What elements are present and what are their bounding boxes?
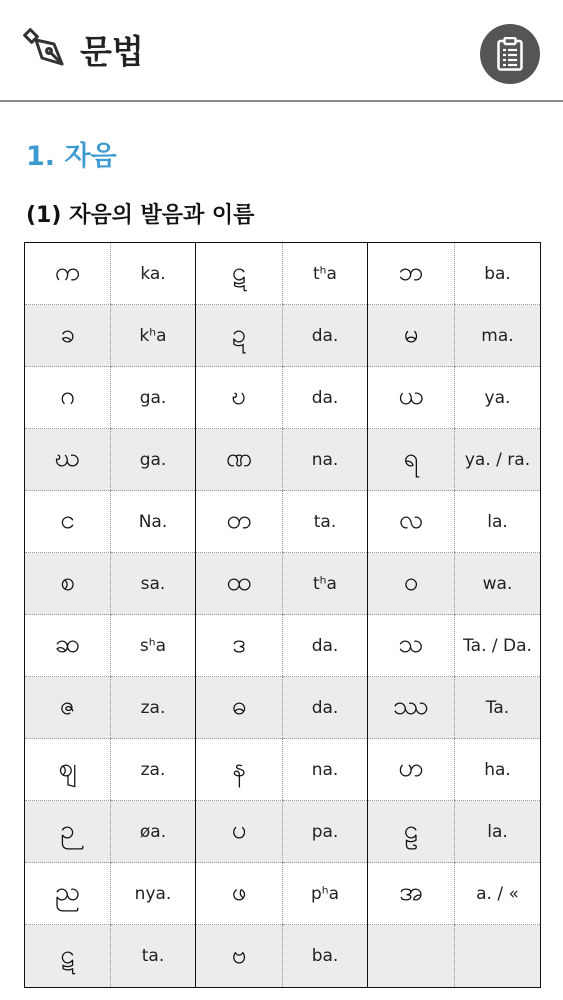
table-row <box>25 615 541 677</box>
consonant-romanization: tʰa <box>283 243 368 305</box>
consonant-glyph: န <box>196 739 283 801</box>
table-row <box>25 243 541 305</box>
consonant-romanization: wa. <box>455 553 541 615</box>
consonant-glyph: ဝ <box>368 553 455 615</box>
consonant-romanization: la. <box>455 801 541 863</box>
pen-icon <box>22 26 70 74</box>
consonant-romanization: ta. <box>111 925 196 988</box>
consonant-romanization: da. <box>283 615 368 677</box>
app-header <box>0 0 563 102</box>
consonant-glyph: ဗ <box>196 925 283 988</box>
consonant-glyph: စ <box>25 553 111 615</box>
table-row <box>25 801 541 863</box>
table-row <box>25 553 541 615</box>
consonant-romanization: ba. <box>283 925 368 988</box>
consonant-glyph: ထ <box>196 553 283 615</box>
consonant-romanization: la. <box>455 491 541 553</box>
consonant-glyph: ဟ <box>368 739 455 801</box>
consonant-glyph: ဖ <box>196 863 283 925</box>
consonant-romanization: ma. <box>455 305 541 367</box>
consonant-romanization: sa. <box>111 553 196 615</box>
consonant-glyph: ဃ <box>25 429 111 491</box>
consonant-glyph: ဿ <box>368 677 455 739</box>
table-row <box>25 367 541 429</box>
clipboard-icon <box>497 37 523 71</box>
consonant-romanization: na. <box>283 739 368 801</box>
consonant-glyph: ပ <box>196 801 283 863</box>
clipboard-menu-button[interactable] <box>480 24 540 84</box>
consonant-glyph: ဉ <box>25 801 111 863</box>
consonant-glyph: ဋ <box>25 925 111 988</box>
consonant-romanization: Ta. <box>455 677 541 739</box>
consonant-glyph: ဎ <box>196 367 283 429</box>
table-row <box>25 739 541 801</box>
consonant-glyph <box>368 925 455 988</box>
consonant-romanization: ba. <box>455 243 541 305</box>
consonant-romanization: a. / « <box>455 863 541 925</box>
section-title: 1. 자음 <box>26 141 117 172</box>
consonant-glyph: ဓ <box>196 677 283 739</box>
consonant-glyph: ယ <box>368 367 455 429</box>
header-divider <box>0 100 563 102</box>
table-row <box>25 305 541 367</box>
consonant-glyph: ဋ <box>196 243 283 305</box>
consonant-glyph: က <box>25 243 111 305</box>
consonant-glyph: င <box>25 491 111 553</box>
table-row <box>25 925 541 988</box>
consonant-romanization: da. <box>283 677 368 739</box>
consonant-romanization: ga. <box>111 429 196 491</box>
consonant-romanization: Ta. / Da. <box>455 615 541 677</box>
consonant-romanization: kʰa <box>111 305 196 367</box>
consonant-glyph: သ <box>368 615 455 677</box>
consonant-glyph: ဂ <box>25 367 111 429</box>
consonant-glyph: ဆ <box>25 615 111 677</box>
page-title: 문법 <box>80 32 144 71</box>
table-row <box>25 429 541 491</box>
consonant-romanization: da. <box>283 305 368 367</box>
consonant-romanization: za. <box>111 739 196 801</box>
consonant-glyph: ဈ <box>25 739 111 801</box>
table-row <box>25 863 541 925</box>
consonant-romanization: ya. / ra. <box>455 429 541 491</box>
consonant-romanization: na. <box>283 429 368 491</box>
consonant-glyph: ဏ <box>196 429 283 491</box>
consonant-glyph: မ <box>368 305 455 367</box>
consonant-romanization: ga. <box>111 367 196 429</box>
consonant-romanization: pa. <box>283 801 368 863</box>
consonant-romanization: ta. <box>283 491 368 553</box>
table-row <box>25 677 541 739</box>
consonant-glyph: လ <box>368 491 455 553</box>
consonant-glyph: ခ <box>25 305 111 367</box>
consonant-glyph: တ <box>196 491 283 553</box>
consonant-romanization: pʰa <box>283 863 368 925</box>
consonant-glyph: ဒ <box>196 615 283 677</box>
consonant-romanization: ya. <box>455 367 541 429</box>
consonant-romanization: Na. <box>111 491 196 553</box>
consonant-glyph: ည <box>25 863 111 925</box>
consonant-glyph: ဠ <box>368 801 455 863</box>
consonant-glyph: အ <box>368 863 455 925</box>
consonant-glyph: ဍ <box>196 305 283 367</box>
consonant-glyph: ဘ <box>368 243 455 305</box>
consonant-romanization: ha. <box>455 739 541 801</box>
consonant-romanization <box>455 925 541 988</box>
consonant-romanization: nya. <box>111 863 196 925</box>
consonant-romanization: tʰa <box>283 553 368 615</box>
consonant-table <box>24 242 541 988</box>
table-row <box>25 491 541 553</box>
consonant-romanization: øa. <box>111 801 196 863</box>
subsection-title: (1) 자음의 발음과 이름 <box>26 203 255 228</box>
consonant-romanization: za. <box>111 677 196 739</box>
consonant-glyph: ဇ <box>25 677 111 739</box>
consonant-romanization: ka. <box>111 243 196 305</box>
consonant-romanization: da. <box>283 367 368 429</box>
consonant-romanization: sʰa <box>111 615 196 677</box>
consonant-glyph: ရ <box>368 429 455 491</box>
